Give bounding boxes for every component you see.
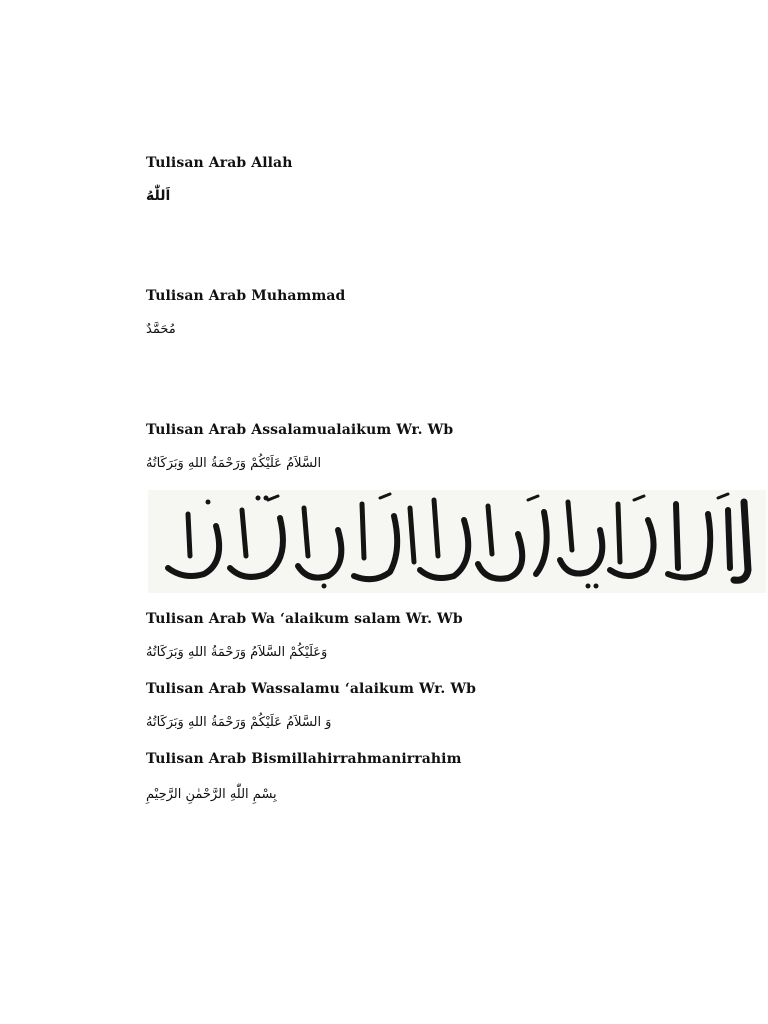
arabic-assalamualaikum: السَّلاَمُ عَلَيْكُمْ وَرَحْمَةُ اللهِ وَبَرَكَاتُهُ	[146, 456, 322, 471]
heading-waalaikum: Tulisan Arab Wa ‘alaikum salam Wr. Wb	[146, 611, 463, 627]
arabic-allah: اَللّٰهُ	[146, 188, 171, 204]
calligraphy-artwork	[148, 490, 766, 593]
arabic-bismillah: بِسْمِ اللّٰهِ الرَّحْمٰنِ الرَّحِيْمِ	[146, 787, 277, 802]
arabic-waalaikum: وَعَلَيْكُمْ السَّلاَمُ وَرَحْمَةُ اللهِ وَبَرَكَاتُهُ	[146, 645, 328, 660]
arabic-muhammad: مُحَمَّدٌ	[146, 322, 176, 337]
heading-muhammad: Tulisan Arab Muhammad	[146, 288, 346, 304]
heading-allah: Tulisan Arab Allah	[146, 155, 293, 171]
heading-bismillah: Tulisan Arab Bismillahirrahmanirrahim	[146, 751, 462, 767]
arabic-wassalamu: وَ السَّلاَمُ عَلَيْكُمْ وَرَحْمَةُ اللهِ وَبَرَكَاتُهُ	[146, 715, 332, 730]
heading-wassalamu: Tulisan Arab Wassalamu ‘alaikum Wr. Wb	[146, 681, 477, 697]
heading-assalamualaikum: Tulisan Arab Assalamualaikum Wr. Wb	[146, 422, 454, 438]
calligraphy-image	[148, 490, 766, 593]
